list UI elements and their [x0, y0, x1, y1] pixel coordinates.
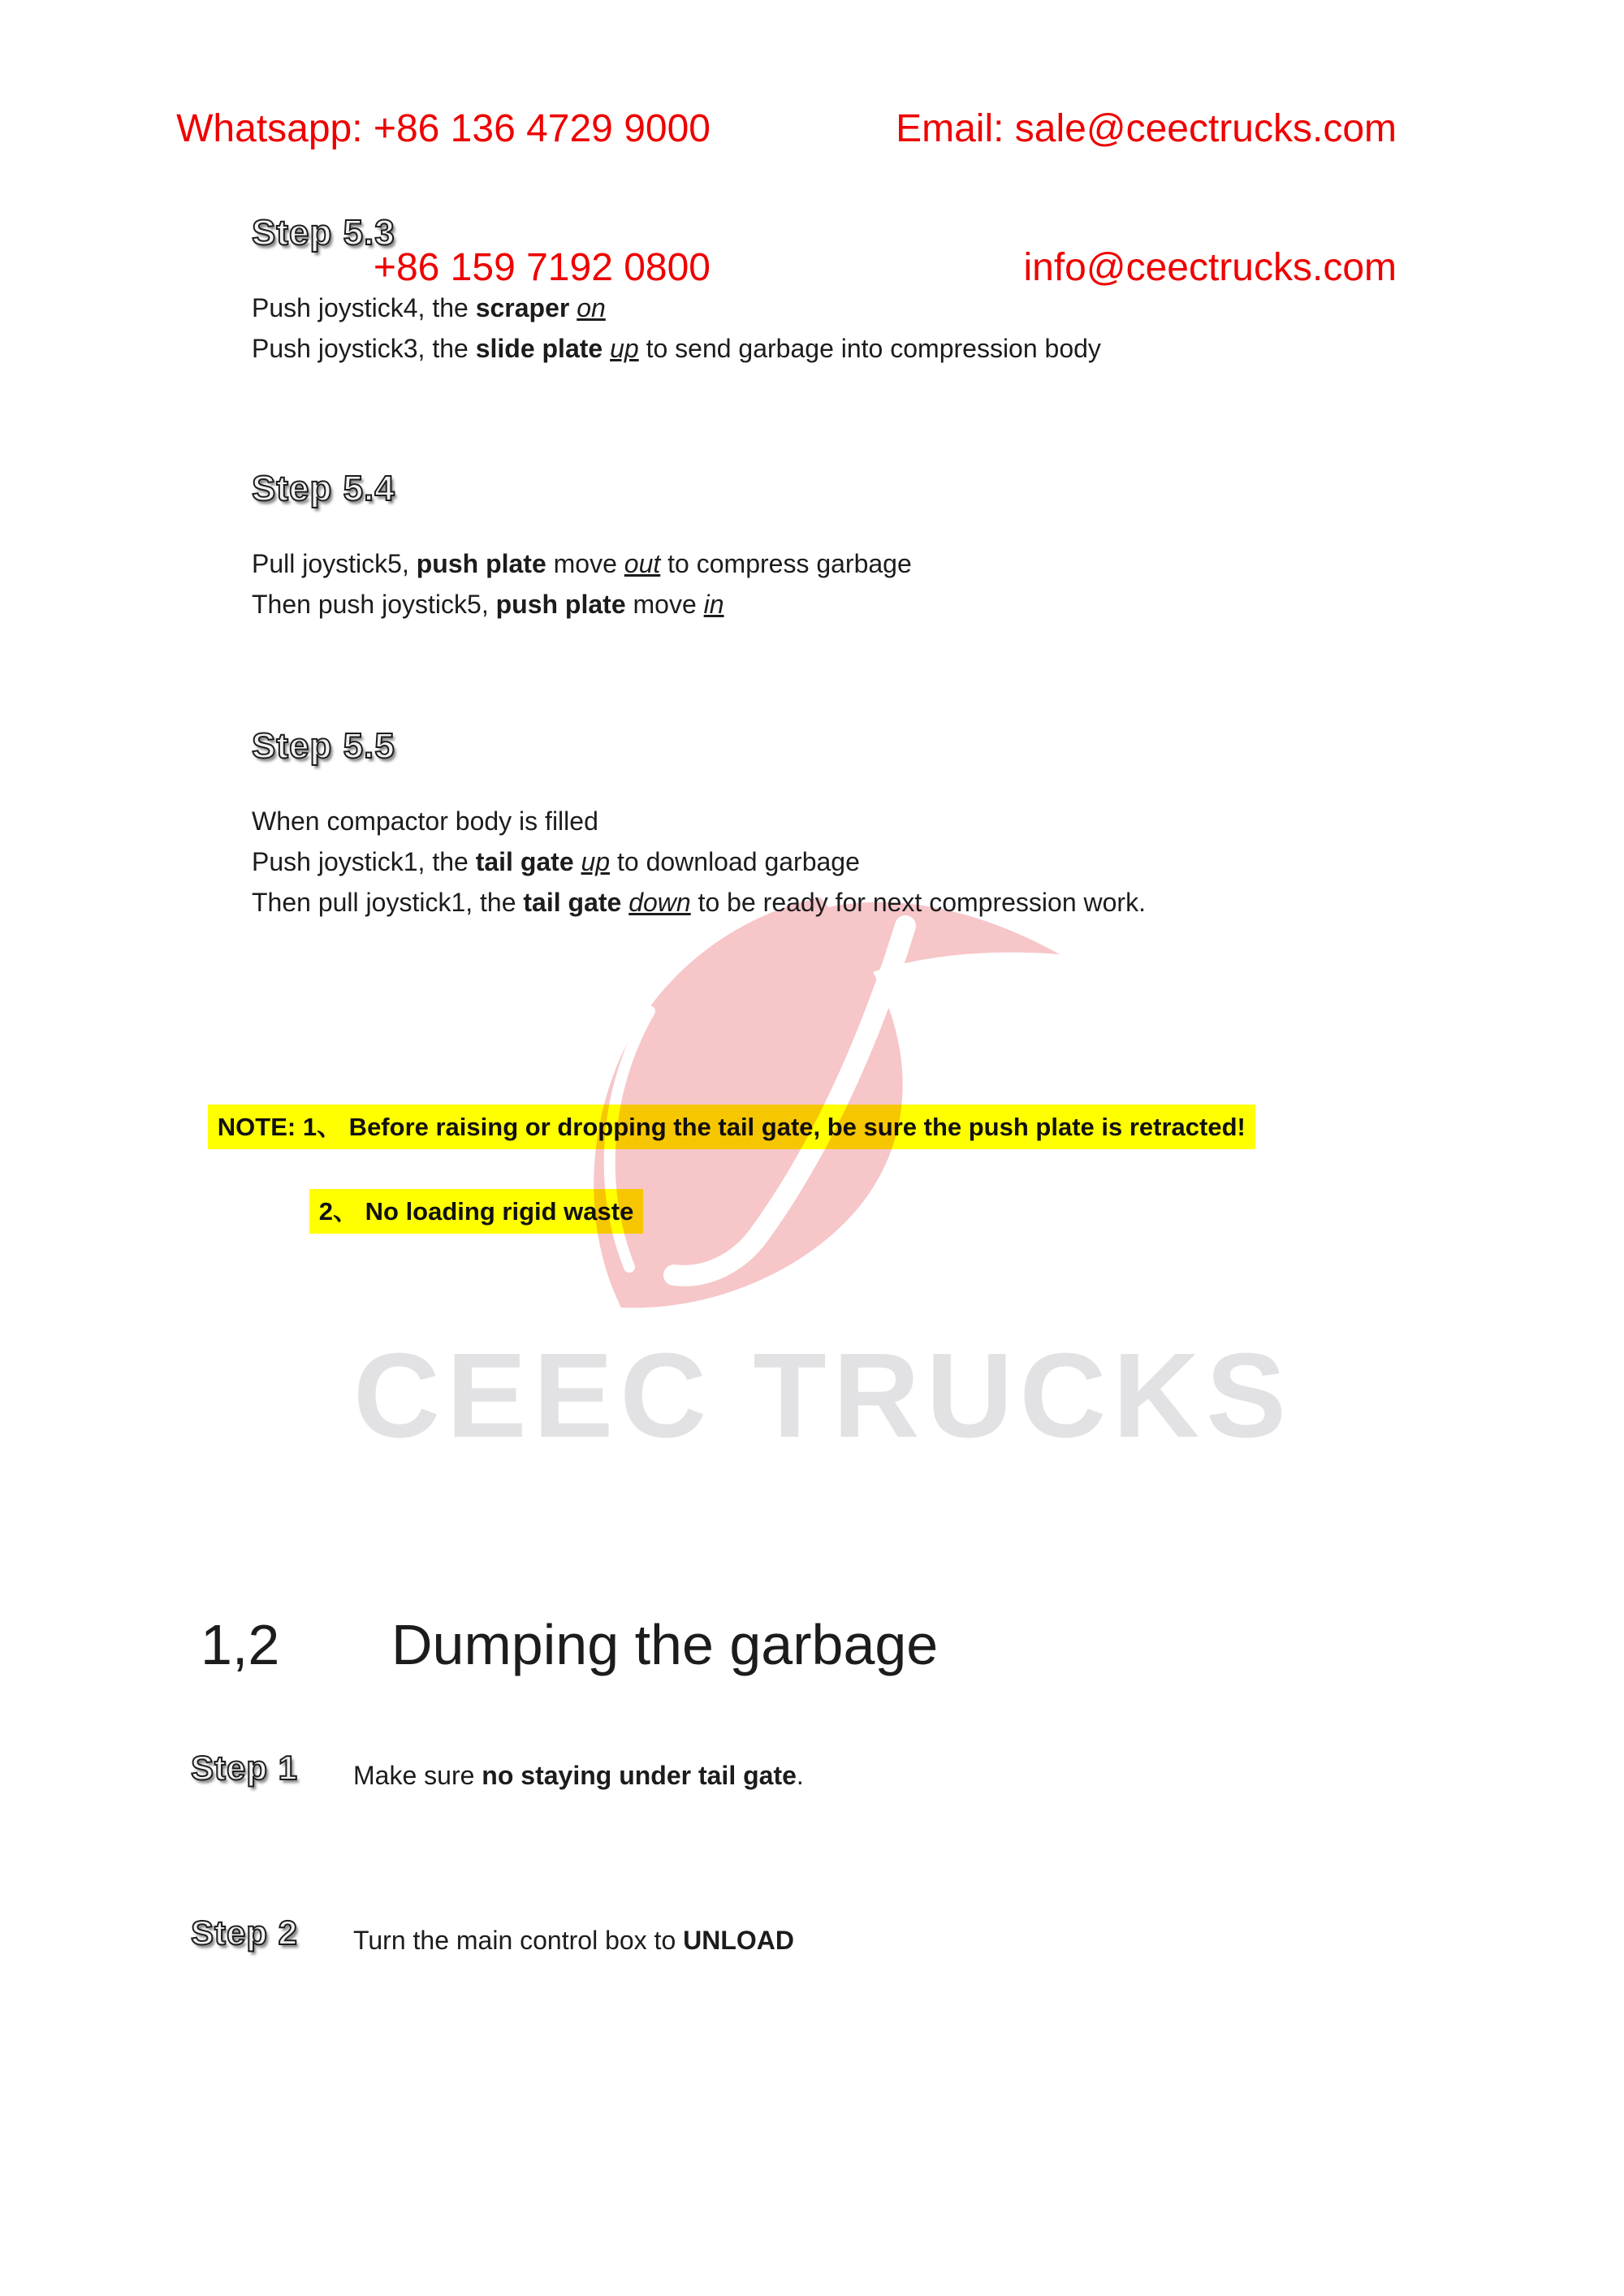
text-segment: Make sure	[353, 1761, 482, 1790]
text-segment: push plate	[495, 590, 626, 619]
dumping-heading-title: Dumping the garbage	[391, 1613, 939, 1676]
text-segment: up	[610, 334, 639, 363]
text-segment: move	[625, 590, 704, 619]
step-2-text	[353, 1922, 794, 1959]
step-5-5-heading: Step 5.5	[252, 726, 395, 766]
step-5-5-line-3	[252, 882, 1146, 923]
text-segment: on	[577, 293, 606, 322]
text-segment: up	[581, 847, 611, 876]
step-5-5-line-2	[252, 841, 1146, 882]
step-5-4-line-2	[252, 584, 912, 625]
text-segment: no staying under tail gate	[482, 1761, 797, 1790]
text-segment: to compress garbage	[660, 549, 912, 578]
text-segment: out	[624, 549, 661, 578]
text-segment: Push joystick1, the	[252, 847, 476, 876]
step-5-5-line-1	[252, 801, 1146, 841]
step-1-text	[353, 1757, 804, 1794]
text-segment: move	[546, 549, 624, 578]
note-line-1	[193, 1090, 1255, 1164]
section-step-5-4	[252, 469, 912, 625]
text-segment: Then push joystick5,	[252, 590, 496, 619]
text-segment: Pull joystick5,	[252, 549, 417, 578]
step-1-label: Step 1	[191, 1749, 299, 1787]
whatsapp-line-2: +86 159 7192 0800	[373, 246, 710, 289]
text-segment: to download garbage	[610, 847, 860, 876]
text-segment: down	[628, 888, 691, 917]
note-highlight-1: NOTE: 1、 Before raising or dropping the tail gate, be sure the push plate is retracted!	[208, 1105, 1255, 1149]
whatsapp-line-1: Whatsapp: +86 136 4729 9000	[176, 107, 710, 150]
step-5-4-heading: Step 5.4	[252, 469, 395, 508]
email-line-1: Email: sale@ceectrucks.com	[896, 107, 1397, 150]
dumping-heading-number: 1,2	[201, 1613, 280, 1676]
step-2-label: Step 2	[191, 1913, 299, 1952]
text-segment: Push joystick3, the	[252, 334, 476, 363]
text-segment: Turn the main control box to	[353, 1926, 684, 1955]
email-line-2: info@ceectrucks.com	[1023, 246, 1397, 289]
step-5-3-line-1	[252, 288, 1101, 328]
note-line-2	[295, 1174, 643, 1248]
text-segment	[603, 334, 610, 363]
text-segment	[569, 293, 577, 322]
step-5-4-line-1	[252, 543, 912, 584]
text-segment: to be ready for next compression work.	[690, 888, 1146, 917]
text-segment	[621, 888, 628, 917]
section-step-5-5	[252, 726, 1146, 923]
text-segment: When compactor body is filled	[252, 806, 598, 836]
text-segment: Then pull joystick1, the	[252, 888, 524, 917]
text-segment: tail gate	[523, 888, 622, 917]
text-segment: scraper	[475, 293, 570, 322]
dumping-heading	[201, 1612, 938, 1677]
text-segment: Push joystick4, the	[252, 293, 476, 322]
text-segment	[574, 847, 581, 876]
text-segment: to send garbage into compression body	[638, 334, 1101, 363]
text-segment: .	[796, 1761, 804, 1790]
step-5-3-line-2	[252, 328, 1101, 369]
text-segment: tail gate	[475, 847, 574, 876]
text-segment: in	[703, 590, 724, 619]
section-step-5-3	[252, 213, 1101, 369]
note-highlight-2: 2、 No loading rigid waste	[309, 1189, 644, 1234]
step-5-3-heading: Step 5.3	[252, 213, 395, 253]
text-segment: slide plate	[475, 334, 603, 363]
ceec-trucks-watermark: CEEC TRUCKS	[353, 1329, 1293, 1463]
text-segment: push plate	[416, 549, 546, 578]
text-segment: UNLOAD	[683, 1926, 794, 1955]
